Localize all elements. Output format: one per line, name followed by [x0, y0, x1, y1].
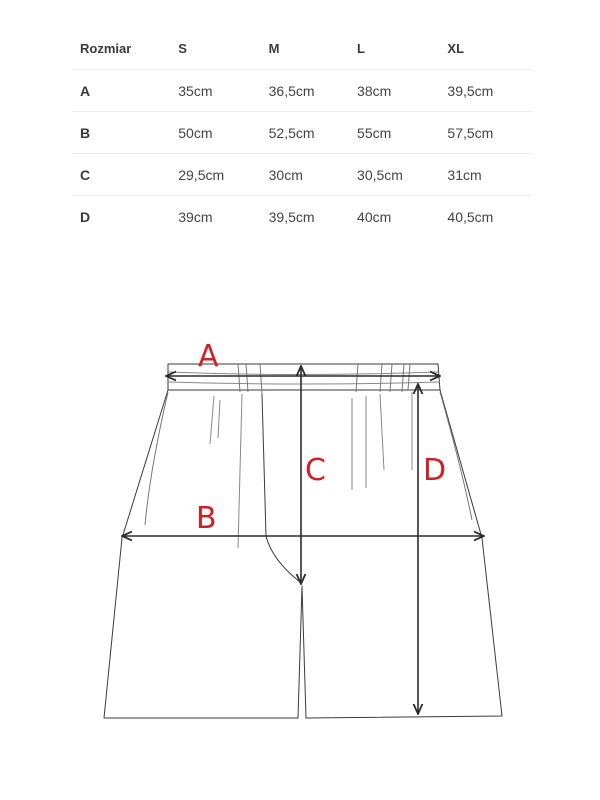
table-cell: 52,5cm — [269, 112, 357, 154]
size-table — [72, 28, 532, 237]
label-b: B — [196, 501, 217, 536]
label-a: A — [198, 339, 219, 374]
table-cell: 50cm — [178, 112, 268, 154]
table-cell: 55cm — [357, 112, 447, 154]
header-cell-m: M — [269, 28, 357, 70]
table-cell: 57,5cm — [447, 112, 532, 154]
table-row — [72, 70, 532, 112]
header-cell-xl: XL — [447, 28, 532, 70]
table-cell: 30,5cm — [357, 154, 447, 196]
table-cell: 31cm — [447, 154, 532, 196]
shorts-outline — [104, 364, 502, 718]
table-row — [72, 196, 532, 238]
row-key-cell: C — [72, 154, 178, 196]
table-cell: 38cm — [357, 70, 447, 112]
table-row — [72, 154, 532, 196]
table-cell: 40cm — [357, 208, 392, 225]
label-d: D — [423, 453, 447, 488]
table-cell: 39,5cm — [447, 70, 532, 112]
table-cell: 35cm — [178, 70, 268, 112]
table-cell: 30cm — [269, 154, 357, 196]
table-header-row — [72, 28, 532, 70]
row-key-cell: A — [72, 70, 178, 112]
row-key-cell: B — [72, 112, 178, 154]
table-cell: 39,5cm — [268, 208, 315, 225]
table-cell: 36,5cm — [269, 70, 357, 112]
label-c: C — [305, 453, 326, 488]
measurement-lines — [122, 366, 484, 714]
shorts-body — [104, 390, 502, 718]
header-cell-s: S — [178, 28, 268, 70]
header-cell-size: Rozmiar — [72, 28, 178, 70]
row-key-cell: D — [80, 208, 91, 225]
table-row — [72, 112, 532, 154]
shorts-measurement-diagram — [0, 320, 600, 740]
table-cell: 40,5cm — [447, 208, 494, 225]
header-cell-l: L — [357, 28, 447, 70]
table-cell: 29,5cm — [178, 154, 268, 196]
table-cell: 39cm — [178, 208, 213, 225]
